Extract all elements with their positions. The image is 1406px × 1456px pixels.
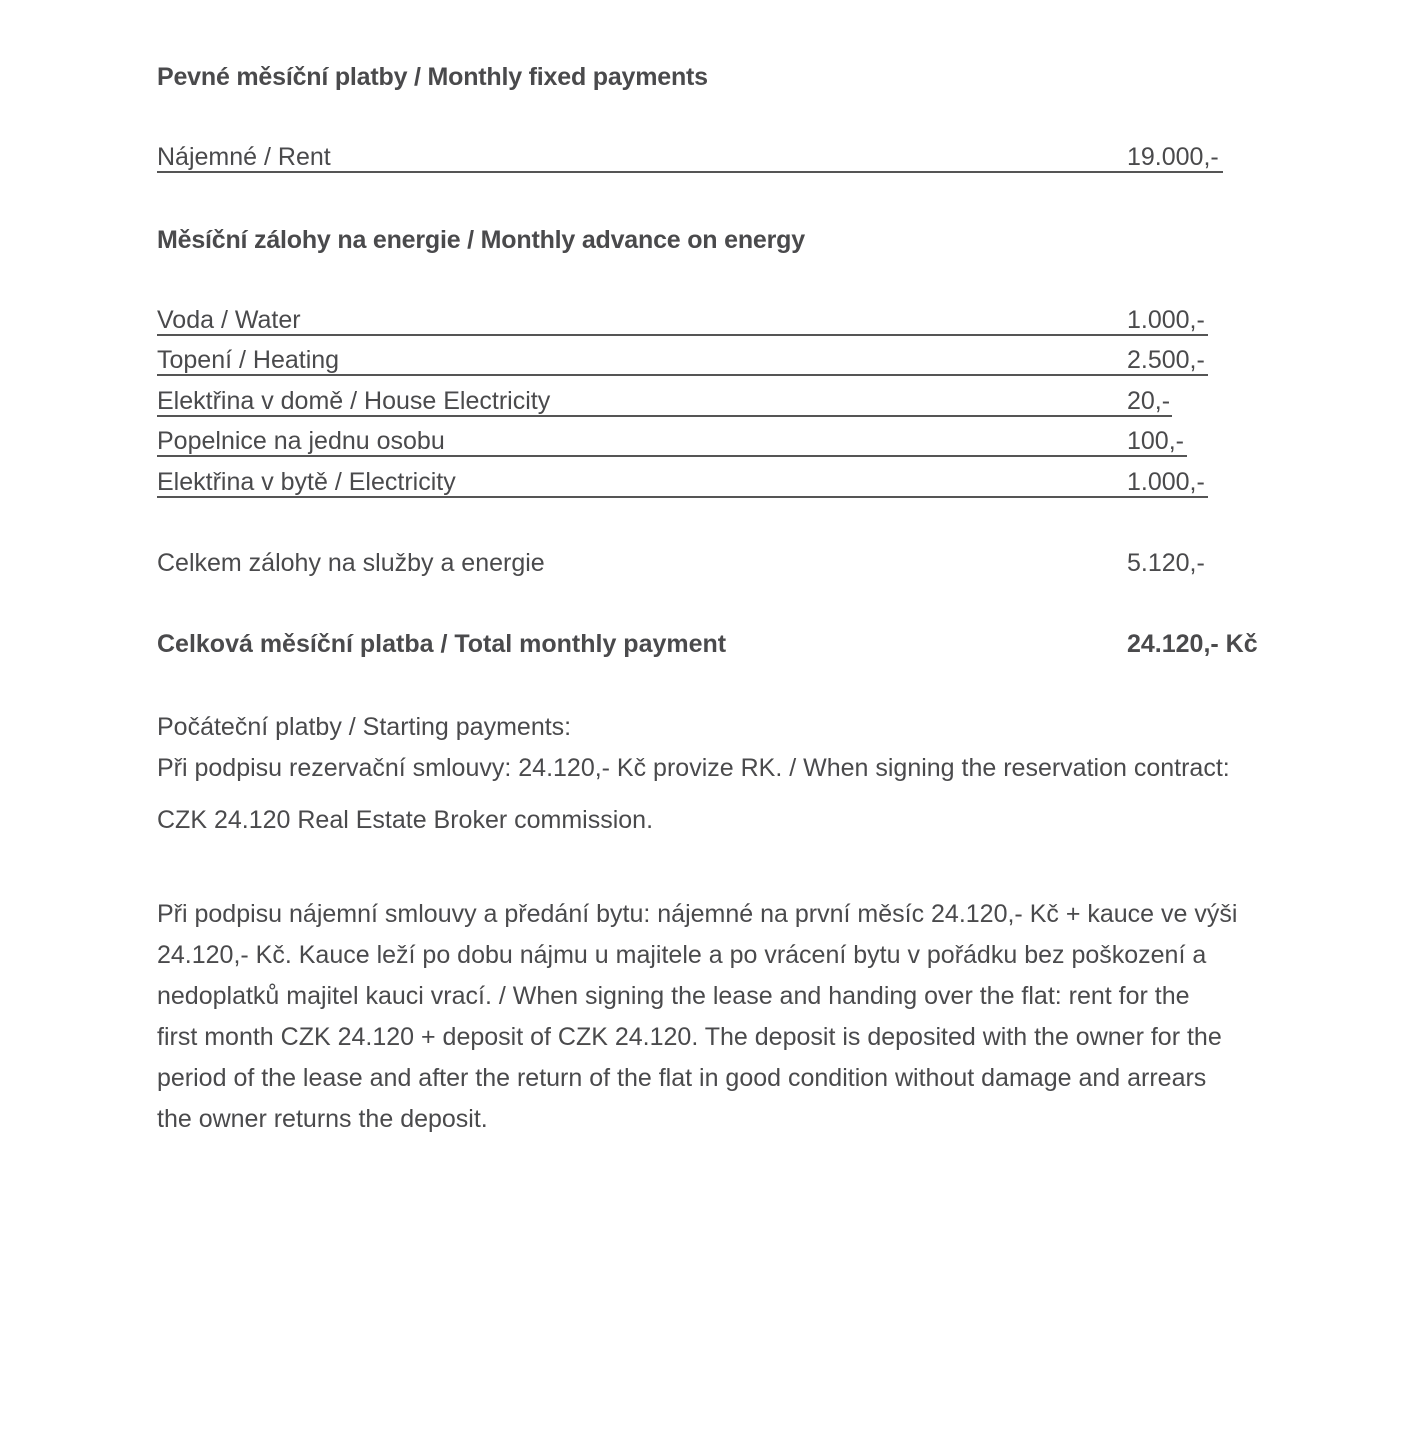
- house-electricity-label: Elektřina v domě / House Electricity: [157, 387, 551, 415]
- water-value: 1.000,-: [1127, 306, 1205, 334]
- lease-line: 24.120,- Kč. Kauce leží po dobu nájmu u majitele a po vrácení bytu v pořádku bez poškození a: [157, 941, 1207, 969]
- reservation-text-line-2: CZK 24.120 Real Estate Broker commission.: [157, 806, 654, 834]
- underline: [157, 415, 1172, 417]
- flat-electricity-label: Elektřina v bytě / Electricity: [157, 468, 456, 496]
- lease-line: first month CZK 24.120 + deposit of CZK 24.120. The deposit is deposited with the owner for the: [157, 1023, 1222, 1051]
- starting-payments-heading: Počáteční platby / Starting payments:: [157, 713, 572, 741]
- lease-line: nedoplatků majitel kauci vrací. / When signing the lease and handing over the flat: rent for the: [157, 982, 1190, 1010]
- lease-line: period of the lease and after the return of the flat in good condition without damage and arrears: [157, 1064, 1207, 1092]
- heating-value: 2.500,-: [1127, 346, 1205, 374]
- total-label: Celková měsíční platba / Total monthly payment: [157, 630, 727, 658]
- total-value: 24.120,- Kč: [1127, 630, 1258, 658]
- underline: [157, 171, 1223, 173]
- energy-heading: Měsíční zálohy na energie / Monthly advance on energy: [157, 226, 805, 254]
- rent-value: 19.000,-: [1127, 143, 1219, 171]
- underline: [157, 496, 1208, 498]
- underline: [157, 334, 1208, 336]
- underline: [157, 374, 1208, 376]
- rent-label: Nájemné / Rent: [157, 143, 331, 171]
- fixed-payments-heading: Pevné měsíční platby / Monthly fixed payments: [157, 63, 708, 91]
- subtotal-label: Celkem zálohy na služby a energie: [157, 549, 545, 577]
- lease-paragraph: [157, 894, 1297, 1140]
- waste-bins-value: 100,-: [1127, 427, 1184, 455]
- flat-electricity-value: 1.000,-: [1127, 468, 1205, 496]
- water-label: Voda / Water: [157, 306, 301, 334]
- waste-bins-label: Popelnice na jednu osobu: [157, 427, 445, 455]
- lease-line: the owner returns the deposit.: [157, 1105, 488, 1133]
- reservation-text-line-1: Při podpisu rezervační smlouvy: 24.120,- Kč provize RK. / When signing the reservation contract:: [157, 754, 1230, 782]
- heating-label: Topení / Heating: [157, 346, 340, 374]
- underline: [157, 455, 1187, 457]
- house-electricity-value: 20,-: [1127, 387, 1171, 415]
- subtotal-value: 5.120,-: [1127, 549, 1205, 577]
- lease-line: Při podpisu nájemní smlouvy a předání bytu: nájemné na první měsíc 24.120,- Kč + kauce ve výši: [157, 900, 1238, 928]
